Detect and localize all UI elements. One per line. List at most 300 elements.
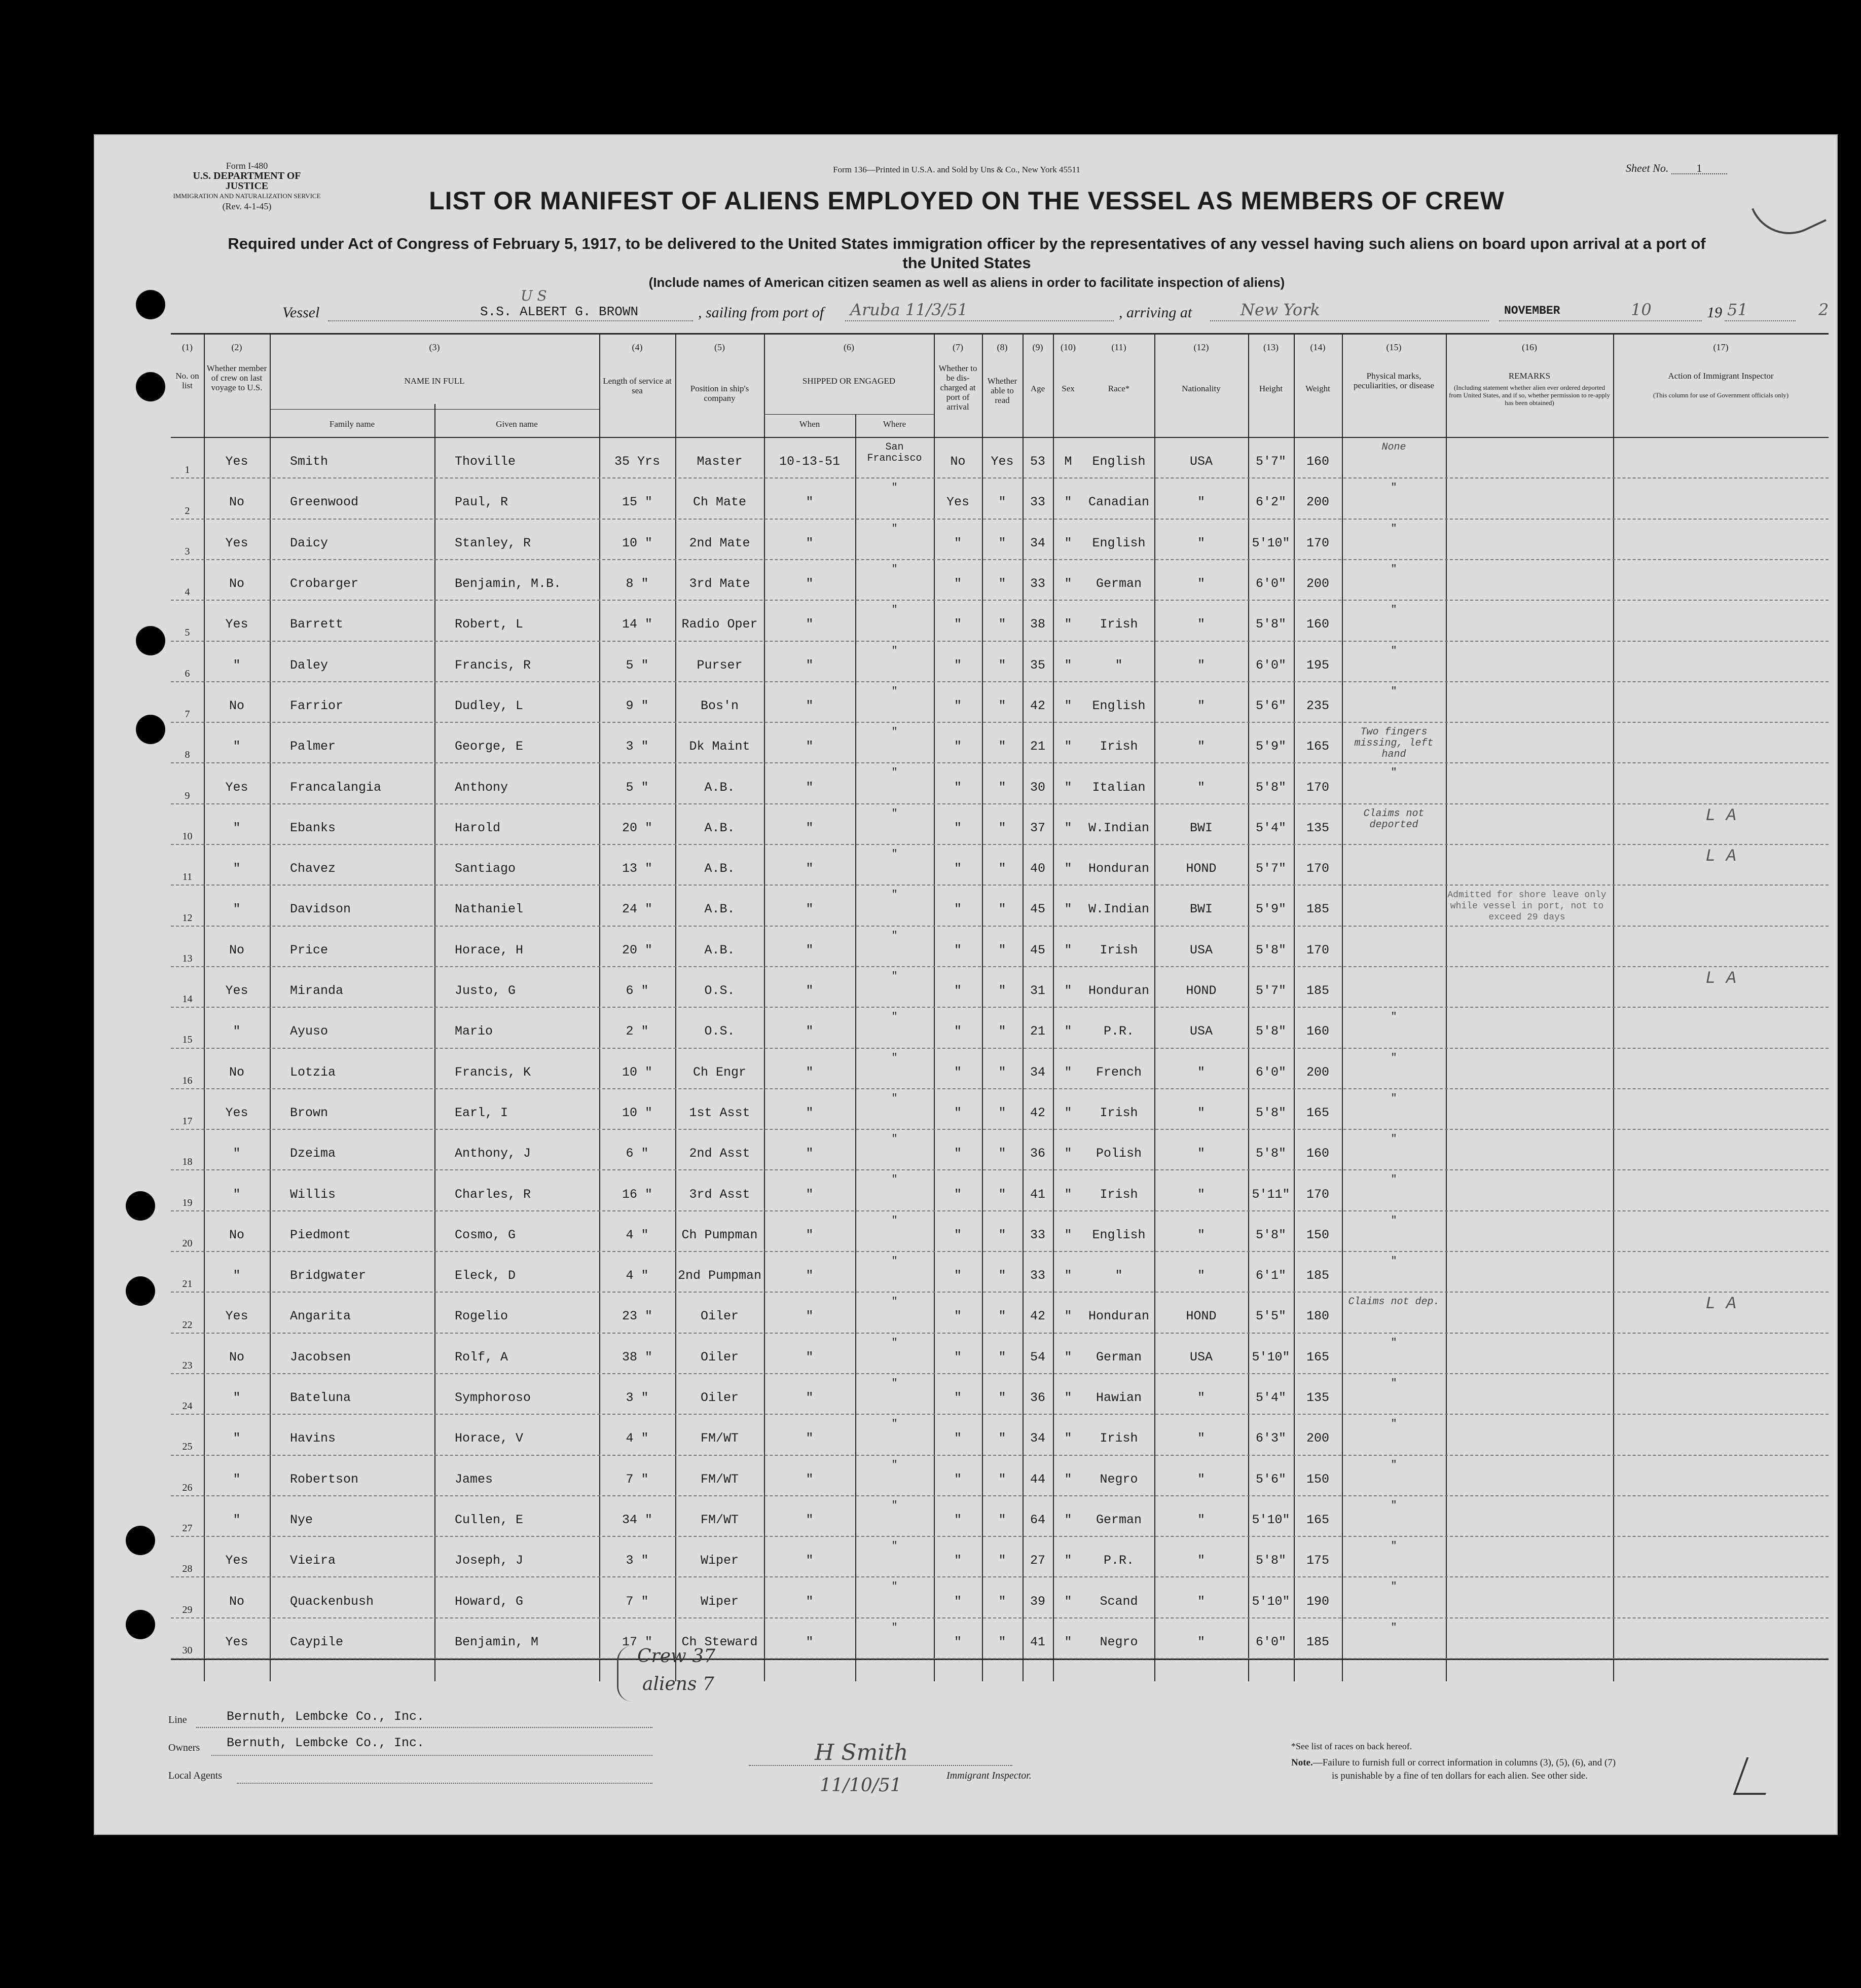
cell-service: 4 " [626,1268,649,1283]
cell-when: " [806,942,814,958]
cell-race: Irish [1100,617,1138,632]
cell-position: O.S. [704,1024,735,1039]
cell-weight: 160 [1306,1024,1329,1039]
cell-where: " [891,1581,898,1593]
cell-disch: " [954,820,962,835]
cell-race: German [1096,576,1142,592]
cell-where: " [891,685,898,697]
vessel-line [282,287,1854,325]
cell-disch: " [954,1146,962,1161]
action-sub-header: (This column for use of Government officials only) [1653,391,1789,399]
row-number: 5 [185,627,190,639]
arriving-port: New York [1240,300,1320,319]
cell-sex: " [1064,1390,1072,1406]
crew-count: Crew 37 [637,1646,716,1667]
cell-age: 54 [1030,1349,1045,1365]
cell-prev: Yes [225,617,248,632]
cell-given: Santiago [455,861,516,876]
cell-read: " [998,698,1006,713]
row-number: 17 [182,1116,193,1127]
cell-when: " [806,1227,814,1242]
cell-when: " [806,1146,814,1161]
cell-height: 5'6" [1255,1471,1286,1487]
cell-remarks: Admitted for shore leave only while vessel in port, not to exceed 29 days [1447,890,1607,923]
sailing-port: Aruba 11/3/51 [850,300,968,319]
cell-race: Negro [1100,1471,1138,1487]
inspector-label: Immigrant Inspector. [946,1770,1032,1781]
column-number: (7) [953,342,963,352]
cell-read: " [998,535,1006,550]
cell-disch: " [954,1024,962,1039]
cell-when: " [806,739,814,754]
row-number: 20 [182,1237,193,1249]
cell-given: George, E [455,739,524,754]
column-number: (16) [1522,342,1537,352]
cell-nat: " [1197,780,1205,795]
cell-family: Daley [290,657,329,673]
cell-given: Eleck, D [455,1268,516,1283]
cell-service: 5 " [626,780,649,795]
cell-nat: " [1197,1431,1205,1446]
crew-table [171,333,1829,1681]
table-row [171,559,1829,600]
owners-label: Owners [168,1742,200,1753]
month: NOVEMBER [1504,304,1560,317]
owners-value: Bernuth, Lembcke Co., Inc. [227,1736,425,1750]
cell-where: " [891,1256,898,1267]
cell-where: " [891,1540,898,1553]
binder-hole [136,372,165,401]
cell-read: " [998,657,1006,673]
cell-service: 10 " [622,535,652,550]
row-number: 19 [182,1197,193,1208]
column-number: (10) [1061,342,1076,352]
cell-when: " [806,617,814,632]
table-row [171,1088,1829,1129]
cell-prev: No [229,698,244,713]
cell-height: 6'0" [1255,657,1286,673]
cell-position: Ch Mate [692,495,747,510]
when-header: When [799,419,820,429]
cell-age: 42 [1030,1105,1045,1120]
cell-position: FM/WT [700,1431,739,1446]
cell-height: 5'8" [1255,1553,1286,1568]
cell-sex: " [1064,1187,1072,1202]
cell-disch: " [954,861,962,876]
cell-race: English [1092,698,1146,713]
line-value: Bernuth, Lembcke Co., Inc. [227,1709,425,1724]
cell-nat: BWI [1189,902,1213,917]
cell-given: Charles, R [455,1187,531,1202]
cell-nat: HOND [1186,861,1217,876]
cell-service: 4 " [626,1227,649,1242]
cell-height: 5'4" [1255,820,1286,835]
cell-prev: " [233,902,241,917]
cell-nat: " [1197,1146,1205,1161]
cell-family: Nye [290,1512,313,1527]
cell-sex: M [1064,454,1072,469]
cell-family: Quackenbush [290,1594,374,1609]
cell-read: " [998,1227,1006,1242]
table-row [171,844,1829,885]
cell-weight: 180 [1306,1309,1329,1324]
row-number: 2 [185,505,190,517]
cell-position: O.S. [704,983,735,999]
cell-marks: " [1391,685,1397,697]
cell-given: Justo, G [455,983,516,999]
cell-prev: No [229,576,244,592]
cell-age: 27 [1030,1553,1045,1568]
table-row [171,1455,1829,1495]
cell-nat: HOND [1186,1309,1217,1324]
cell-race: German [1096,1512,1142,1527]
row-number: 12 [182,912,193,924]
cell-nat: USA [1189,1024,1213,1039]
row-number: 28 [182,1563,193,1575]
cell-weight: 175 [1306,1553,1329,1568]
cell-sex: " [1064,1634,1072,1649]
fine-note [1291,1756,1616,1783]
cell-race: Hawian [1096,1390,1142,1406]
cell-marks: " [1391,645,1397,657]
cell-prev: Yes [225,1309,248,1324]
cell-disch: " [954,983,962,999]
cell-disch: " [954,1227,962,1242]
cell-sex: " [1064,1309,1072,1324]
cell-family: Robertson [290,1471,359,1487]
cell-prev: " [233,820,241,835]
cell-where: " [891,604,898,616]
sex-header: Sex [1062,384,1075,393]
cell-age: 64 [1030,1512,1045,1527]
table-row [171,1169,1829,1210]
cell-position: A.B. [704,942,735,958]
cell-marks: " [1391,523,1397,535]
cell-when: " [806,1634,814,1649]
cell-given: Rogelio [455,1309,508,1324]
cell-sex: " [1064,983,1072,999]
cell-read: " [998,1187,1006,1202]
column-number: (13) [1263,342,1279,352]
cell-where: " [891,1499,898,1512]
cell-height: 5'10" [1252,1349,1290,1365]
remarks-sub-header: (Including statement whether alien ever ordered deported from United States, and if so, whether permission to re-apply has been obtained) [1448,384,1611,407]
cell-position: Ch Engr [692,1064,747,1080]
cell-race: Canadian [1088,495,1150,510]
cell-weight: 135 [1306,1390,1329,1406]
cell-family: Smith [290,454,329,469]
cell-weight: 165 [1306,739,1329,754]
line-label: Line [168,1714,187,1725]
cell-family: Havins [290,1431,336,1446]
cell-when: " [806,1268,814,1283]
cell-family: Barrett [290,617,344,632]
cell-prev: No [229,1064,244,1080]
cell-where: " [891,970,898,982]
table-row [171,1576,1829,1617]
cell-age: 53 [1030,454,1045,469]
column-number: (4) [632,342,643,352]
cell-weight: 160 [1306,454,1329,469]
cell-read: " [998,1064,1006,1080]
cell-height: 5'6" [1255,698,1286,713]
cell-read: " [998,1349,1006,1365]
cell-family: Angarita [290,1309,351,1324]
cell-height: 5'11" [1252,1187,1290,1202]
cell-service: 20 " [622,942,652,958]
cell-read: " [998,1431,1006,1446]
cell-height: 5'5" [1255,1309,1286,1324]
cell-disch: " [954,657,962,673]
cell-read: " [998,942,1006,958]
cell-age: 36 [1030,1146,1045,1161]
cell-prev: " [233,1268,241,1283]
cell-when: " [806,698,814,713]
table-row [171,1210,1829,1251]
cell-race: Scand [1100,1594,1138,1609]
table-row [171,803,1829,844]
cell-position: 3rd Asst [689,1187,750,1202]
table-row [171,681,1829,722]
arriving-label: , arriving at [1119,304,1192,321]
cell-nat: USA [1189,1349,1213,1365]
cell-family: Vieira [290,1553,336,1568]
cell-disch: " [954,1471,962,1487]
cell-service: 16 " [622,1187,652,1202]
member-prev-header: Whether member of crew on last voyage to U.S. [206,363,267,392]
cell-nat: " [1197,1594,1205,1609]
cell-height: 6'1" [1255,1268,1286,1283]
cell-when: " [806,1105,814,1120]
cell-given: Francis, R [455,657,531,673]
sheet-no: 1 [1671,163,1727,174]
column-number: (14) [1310,342,1326,352]
cell-when: " [806,902,814,917]
cell-when: " [806,1471,814,1487]
cell-nat: " [1197,1390,1205,1406]
cell-nat: " [1197,495,1205,510]
cell-read: " [998,739,1006,754]
cell-height: 5'8" [1255,1146,1286,1161]
cell-given: Anthony, J [455,1146,531,1161]
cell-height: 6'3" [1255,1431,1286,1446]
cell-when: " [806,576,814,592]
cell-weight: 185 [1306,1268,1329,1283]
cell-race: " [1115,657,1123,673]
table-row [171,1292,1829,1332]
cell-weight: 160 [1306,1146,1329,1161]
table-row [171,966,1829,1007]
table-row [171,722,1829,762]
cell-service: 34 " [622,1512,652,1527]
cell-age: 31 [1030,983,1045,999]
cell-when: " [806,1553,814,1568]
cell-action: L A [1705,969,1737,988]
cell-when: " [806,1512,814,1527]
cell-family: Miranda [290,983,344,999]
cell-where: " [891,1296,898,1308]
races-note: *See list of races on back hereof. [1291,1741,1412,1751]
row-number: 30 [182,1644,193,1656]
cell-given: Paul, R [455,495,508,510]
vessel-label: Vessel [282,304,320,321]
signature-date: 11/10/51 [820,1775,902,1796]
cell-family: Bridgwater [290,1268,367,1283]
binder-hole [136,290,165,319]
cell-race: P.R. [1103,1553,1134,1568]
crew-count-annotation [607,1646,860,1707]
revision: (Rev. 4-1-45) [222,201,272,211]
height-header: Height [1259,384,1283,393]
row-number: 16 [182,1075,193,1086]
cell-service: 4 " [626,1431,649,1446]
cell-where: " [891,482,898,494]
cell-marks: " [1391,1622,1397,1634]
cell-marks: " [1391,1052,1397,1064]
cell-position: 2nd Asst [689,1146,750,1161]
cell-sex: " [1064,1064,1072,1080]
age-header: Age [1030,384,1045,393]
cell-height: 5'7" [1255,454,1286,469]
cell-prev: " [233,1512,241,1527]
cell-disch: " [954,1512,962,1527]
cell-disch: " [954,1390,962,1406]
cell-when: " [806,861,814,876]
cell-sex: " [1064,576,1072,592]
cell-where: " [891,1377,898,1389]
cell-read: " [998,780,1006,795]
agents-label: Local Agents [168,1770,223,1781]
cell-family: Piedmont [290,1227,351,1242]
cell-race: Irish [1100,1431,1138,1446]
cell-race: Irish [1100,942,1138,958]
cell-nat: " [1197,1634,1205,1649]
cell-given: Cosmo, G [455,1227,516,1242]
cell-family: Francalangia [290,780,382,795]
corner-mark: 2 [1818,300,1829,319]
cell-sex: " [1064,942,1072,958]
cell-disch: " [954,1594,962,1609]
cell-read: " [998,983,1006,999]
binder-hole [136,715,165,744]
cell-height: 5'9" [1255,902,1286,917]
cell-given: Nathaniel [455,902,524,917]
cell-weight: 195 [1306,657,1329,673]
cell-given: Joseph, J [455,1553,524,1568]
cell-action: L A [1705,847,1737,866]
cell-weight: 170 [1306,1187,1329,1202]
cell-weight: 170 [1306,861,1329,876]
cell-disch: " [954,1064,962,1080]
cell-position: FM/WT [700,1512,739,1527]
cell-where: " [891,1337,898,1349]
cell-sex: " [1064,495,1072,510]
cell-read: " [998,1024,1006,1039]
cell-service: 3 " [626,1390,649,1406]
cell-where: " [891,1092,898,1105]
cell-marks: None [1381,441,1406,453]
cell-race: English [1092,1227,1146,1242]
cell-marks: " [1391,1011,1397,1023]
cell-when: 10-13-51 [779,454,841,469]
cell-weight: 200 [1306,576,1329,592]
cell-marks: Claims not deported [1363,807,1425,831]
cell-when: " [806,820,814,835]
cell-disch: " [954,1553,962,1568]
cell-when: " [806,1594,814,1609]
cell-position: A.B. [704,861,735,876]
cell-read: " [998,1634,1006,1649]
cell-race: " [1115,1268,1123,1283]
binder-hole [126,1191,155,1221]
cell-service: 35 Yrs [614,454,660,469]
cell-service: 23 " [622,1309,652,1324]
cell-where: " [891,849,898,860]
cell-position: Bos'n [700,698,739,713]
row-number: 25 [182,1441,193,1453]
cell-height: 5'10" [1252,1594,1290,1609]
cell-prev: " [233,861,241,876]
cell-where: " [891,645,898,657]
note-text-2: is punishable by a fine of ten dollars for each alien. See other side. [1332,1771,1588,1781]
cell-nat: " [1197,698,1205,713]
cell-where: " [891,1133,898,1146]
cell-disch: " [954,698,962,713]
sheet-label: Sheet No. [1626,162,1669,174]
row-number: 4 [185,586,190,598]
cell-nat: " [1197,739,1205,754]
cell-marks: " [1391,767,1397,779]
cell-prev: " [233,1024,241,1039]
family-name-header: Family name [329,419,375,429]
position-header: Position in ship's company [690,384,749,403]
row-number: 1 [185,464,190,476]
table-row [171,1617,1829,1658]
cell-service: 5 " [626,657,649,673]
cell-age: 21 [1030,739,1045,754]
day: 10 [1631,300,1652,319]
cell-nat: USA [1189,454,1213,469]
cell-marks: " [1391,1418,1397,1430]
cell-disch: " [954,739,962,754]
cell-service: 7 " [626,1471,649,1487]
cell-weight: 165 [1306,1105,1329,1120]
cell-service: 3 " [626,739,649,754]
cell-given: Howard, G [455,1594,524,1609]
cell-prev: Yes [225,1553,248,1568]
cell-service: 9 " [626,698,649,713]
row-number: 21 [182,1278,193,1290]
length-service-header: Length of service at sea [603,376,672,395]
given-name-header: Given name [496,419,538,429]
cell-family: Jacobsen [290,1349,351,1365]
cell-family: Ayuso [290,1024,329,1039]
cell-height: 5'4" [1255,1390,1286,1406]
cell-marks: " [1391,1133,1397,1146]
cell-age: 35 [1030,657,1045,673]
cell-sex: " [1064,1227,1072,1242]
row-number: 27 [182,1523,193,1534]
cell-age: 33 [1030,495,1045,510]
page-title: LIST OR MANIFEST OF ALIENS EMPLOYED ON THE VESSEL AS MEMBERS OF CREW [429,187,1505,215]
physical-header: Physical marks, peculiarities, or disease [1353,371,1435,390]
row-number: 29 [182,1604,193,1615]
cell-given: James [455,1471,493,1487]
table-row [171,1007,1829,1047]
cell-position: A.B. [704,780,735,795]
cell-read: " [998,495,1006,510]
cell-height: 5'10" [1252,1512,1290,1527]
